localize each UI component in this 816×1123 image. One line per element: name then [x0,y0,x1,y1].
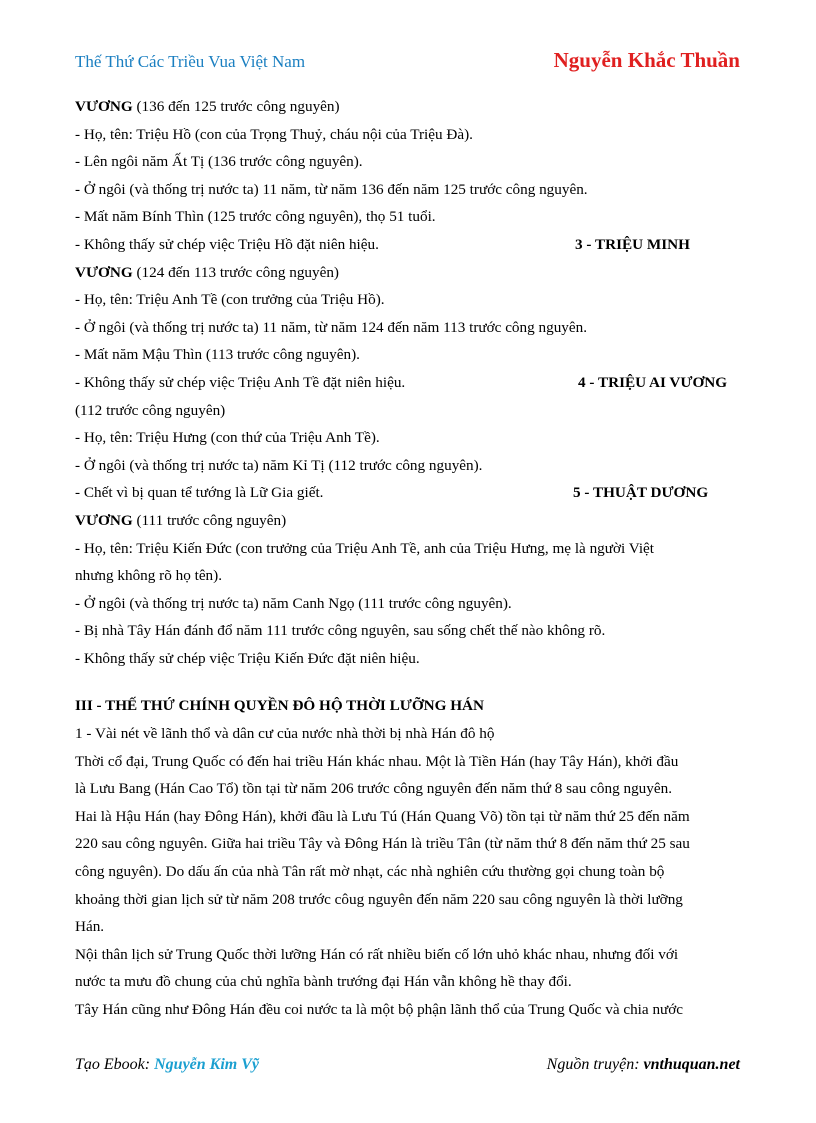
line-text: - Mất năm Mậu Thìn (113 trước công nguyên). [75,346,360,364]
text-line [75,913,741,941]
text-line [75,93,741,121]
line-text: (112 trước công nguyên) [75,401,226,419]
line-text: - Họ, tên: Triệu Hưng (con thứ của Triệu Anh Tề). [75,429,380,447]
text-line [75,397,741,425]
text-line [75,479,741,507]
line-text: Hai là Hậu Hán (hay Đông Hán), khởi đầu là Lưu Tú (Hán Quang Võ) tồn tại từ năm thứ 25 đến năm [75,807,690,825]
header-title: Thế Thứ Các Triều Vua Việt Nam [75,52,306,71]
line-text: nước ta mưu đồ chung của chủ nghĩa bành trướng đại Hán vẫn không hề thay đổi. [75,973,572,991]
text-line [75,968,741,996]
section-heading: 5 - THUẬT DƯƠNG [573,484,709,502]
text-line [75,617,741,645]
text-line [75,507,741,535]
footer-ebook-sep: : [144,1056,155,1073]
line-text: - Lên ngôi năm Ất Tị (136 trước công nguyên). [75,153,363,171]
bold-run: VƯƠNG [75,263,133,281]
line-text: - Không thấy sử chép việc Triệu Hồ đặt niên hiệu. [75,235,379,253]
text-line [75,341,741,369]
text-line [75,121,741,149]
text-line [75,452,741,480]
bold-run: VƯƠNG [75,98,133,115]
text-line [75,369,741,397]
line-text: (136 đến 125 trước công nguyên) [132,98,340,115]
text-line [75,259,741,287]
footer-source-label: Nguồn truyện [546,1056,635,1073]
line-text: công nguyên). Do dấu ấn của nhà Tân rất mờ nhạt, các nhà nghiên cứu thường gọi chung toàn bộ [75,863,665,881]
text-line [75,203,741,231]
text-line [75,858,741,886]
line-text: là Lưu Bang (Hán Cao Tổ) tồn tại từ năm 206 trước công nguyên đến năm thứ 8 sau công nguyên. [75,780,673,798]
text-line [75,830,741,858]
line-text: 1 - Vài nét về lãnh thổ và dân cư của nước nhà thời bị nhà Hán đô hộ [75,725,495,743]
line-text: Thời cổ đại, Trung Quốc có đến hai triều Hán khác nhau. Một là Tiền Hán (hay Tây Hán), khởi đầu [75,752,679,770]
line-text: - Không thấy sử chép việc Triệu Kiến Đức đặt niên hiệu. [75,649,420,667]
section-heading: 3 - TRIỆU MINH [575,235,690,253]
bold-run: VƯƠNG [75,511,133,529]
line-text: nhưng không rõ họ tên). [75,567,223,585]
text-line [75,996,741,1024]
text-line [75,720,741,748]
section-heading: 4 - TRIỆU AI VƯƠNG [578,373,728,391]
line-text: Tây Hán cũng như Đông Hán đều coi nước ta là một bộ phận lãnh thổ của Trung Quốc và chia nước [75,1001,684,1018]
text-line [75,424,741,452]
text-line [75,748,741,776]
text-line [75,231,741,259]
text-line [75,803,741,831]
text-line [75,941,741,969]
line-text: (124 đến 113 trước công nguyên) [132,263,339,281]
line-text: - Họ, tên: Triệu Kiến Đức (con trưởng của Triệu Anh Tề, anh của Triệu Hưng, mẹ là người Việt [75,539,655,557]
line-text: - Chết vì bị quan tể tướng là Lữ Gia giết. [75,484,324,502]
text-line [75,562,741,590]
line-text: khoảng thời gian lịch sử từ năm 208 trước côug nguyên đến năm 220 sau công nguyên là thời lưỡng [75,890,683,908]
line-text: Nội thân lịch sử Trung Quốc thời lưỡng Hán có rất nhiều biến cố lớn uhỏ khác nhau, nhưng đối với [75,945,679,963]
line-text: - Họ, tên: Triệu Anh Tề (con trưởng của Triệu Hồ). [75,291,385,309]
footer-ebook-credit [75,1056,259,1074]
line-text: - Ở ngôi (và thống trị nước ta) 11 năm, từ năm 136 đến năm 125 trước công nguyên. [75,180,588,198]
footer-source-credit [547,1056,740,1074]
line-text: - Họ, tên: Triệu Hồ (con của Trọng Thuỷ, cháu nội của Triệu Đà). [75,125,473,143]
document-body [75,93,741,1024]
text-line [75,535,741,563]
line-text: - Ở ngôi (và thống trị nước ta) năm Canh Ngọ (111 trước công nguyên). [75,594,512,612]
text-line [75,314,741,342]
footer-source-sep: : [634,1056,644,1073]
text-line [75,645,741,673]
text-line [75,692,741,720]
footer-source-name: vnthuquan.net [643,1056,740,1073]
footer-ebook-name: Nguyễn Kim Vỹ [154,1056,259,1073]
text-line [75,590,741,618]
bold-run: III - THẾ THỨ CHÍNH QUYỀN ĐÔ HỘ THỜI LƯỠNG HÁN [75,697,484,715]
line-text: - Không thấy sử chép việc Triệu Anh Tề đặt niên hiệu. [75,373,406,391]
line-text: (111 trước công nguyên) [132,511,287,529]
text-line [75,286,741,314]
paragraph-gap [75,672,741,692]
text-line [75,176,741,204]
line-text: Hán. [75,918,105,936]
line-text: - Bị nhà Tây Hán đánh đổ năm 111 trước công nguyên, sau sống chết thế nào không rõ. [75,622,606,640]
footer-ebook-label: Tạo Ebook [75,1056,145,1073]
text-line [75,775,741,803]
line-text: - Ở ngôi (và thống trị nước ta) năm Kỉ Tị (112 trước công nguyên). [75,456,483,474]
line-text: - Mất năm Bính Thìn (125 trước công nguyên), thọ 51 tuổi. [75,208,436,226]
header-author: Nguyễn Khắc Thuần [553,48,740,72]
line-text: - Ở ngôi (và thống trị nước ta) 11 năm, từ năm 124 đến năm 113 trước công nguyên. [75,318,588,336]
line-text: 220 sau công nguyên. Giữa hai triều Tây và Đông Hán là triều Tân (từ năm thứ 8 đến năm thứ 25 sau [75,835,690,853]
text-line [75,148,741,176]
text-line [75,886,741,914]
